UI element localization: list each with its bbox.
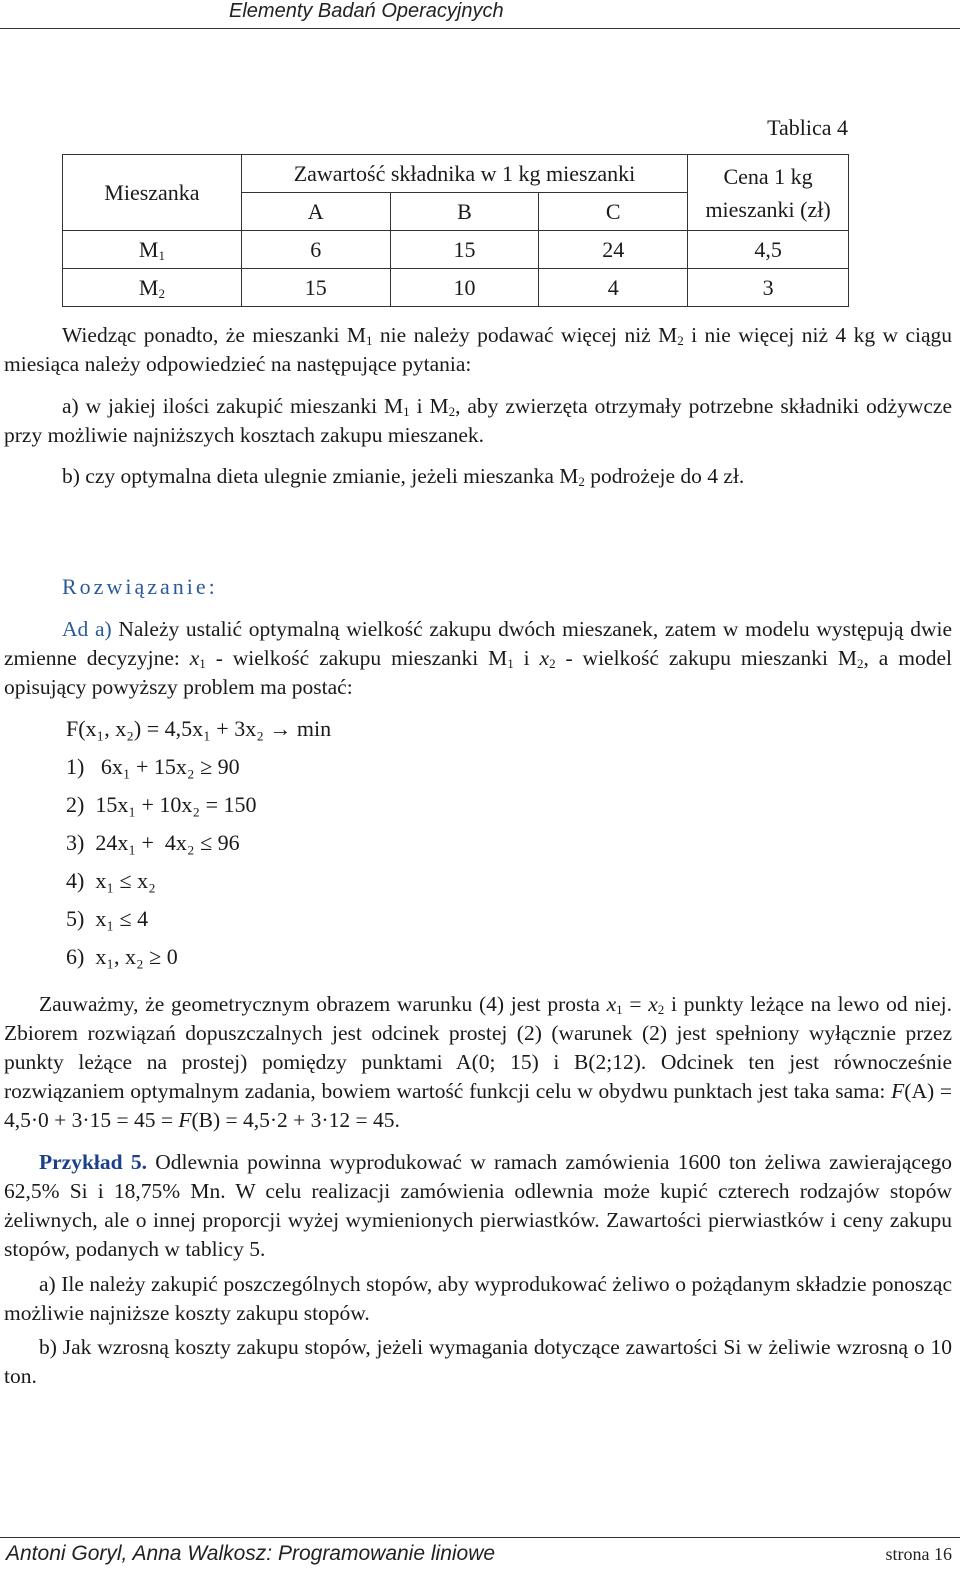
row-name-text: M (138, 274, 159, 300)
example-label: Przykład 5. (39, 1150, 147, 1174)
cell-a: 15 (241, 269, 390, 307)
constraint-3: 3) 24x₁ + 4x₂ ≤ 96 (66, 830, 240, 855)
text: Wiedząc ponadto, że mieszanki M (62, 323, 366, 347)
sub: 2 (549, 656, 556, 671)
row-name-text: M (138, 236, 159, 262)
row-name-sub: 1 (158, 247, 165, 263)
cell-c: 4 (539, 269, 688, 307)
var: F (891, 1079, 905, 1103)
constraint-5: 5) x₁ ≤ 4 (66, 906, 149, 931)
solution-heading: Rozwiązanie: (62, 574, 218, 599)
objective-function: F(x₁, x₂) = 4,5x₁ + 3x₂ → min (66, 716, 332, 741)
var: x (539, 646, 550, 670)
text: , a model opisujący powyższy problem ma postać: (4, 646, 952, 699)
var: x (606, 992, 617, 1016)
text: i nie więcej niż 4 kg w ciągu miesiąca należy odpowiedzieć na następujące pytania: (4, 323, 952, 376)
sub: 2 (657, 1002, 665, 1017)
header-title: Elementy Badań Operacyjnych (229, 0, 504, 22)
text: (B) = 4,5·2 + 3·12 = 45. (191, 1108, 400, 1132)
header-a: A (241, 193, 390, 231)
page-footer (0, 1537, 960, 1578)
var: x (189, 646, 200, 670)
constraint-1: 1) 6x₁ + 15x₂ ≥ 90 (66, 754, 240, 779)
constraint-2: 2) 15x₁ + 10x₂ = 150 (66, 792, 257, 817)
constraint-4: 4) x₁ ≤ x₂ (66, 868, 156, 893)
example-question-b: b) Jak wzrosną koszty zakupu stopów, jeżeli wymagania dotyczące zawartości Si w żeliwie wzrosną o 10 ton. (4, 1335, 952, 1388)
constraint-6: 6) x₁, x₂ ≥ 0 (66, 944, 178, 969)
table-caption: Tablica 4 (767, 115, 848, 140)
text: - wielkość zakupu mieszanki M (205, 646, 508, 670)
sub: 1 (403, 404, 410, 419)
text: Odlewnia powinna wyprodukować w ramach zamówienia 1600 ton żeliwa zawierającego 62,5% Si i 18,75% Mn. W celu realizacji zamówienia odlewnia może kupić czterech rodzajów stopów żeliwnych, ale o innej proporcji wyżej wymienionych pierwiastków. Zawartości pierwiastków i ceny zakupu stopów, podanych w tablicy 5. (4, 1150, 952, 1261)
header-mixture: Mieszanka (63, 155, 242, 231)
mixture-table (62, 154, 849, 307)
var: F (178, 1108, 192, 1132)
var: x (648, 992, 658, 1016)
header-price (688, 155, 849, 231)
cell-price: 3 (688, 269, 849, 307)
cell-b: 15 (390, 231, 539, 269)
text: Zauważmy, że geometrycznym obrazem warunku (4) jest prosta (39, 992, 607, 1016)
header-price-line2: mieszanki (zł) (705, 196, 831, 222)
sub: 1 (616, 1002, 623, 1017)
cell-price: 4,5 (688, 231, 849, 269)
table-row (63, 269, 849, 307)
question-b (4, 462, 952, 491)
text: (A) = 4,5·0 + 3·15 = 45 = (4, 1079, 952, 1132)
sub: 2 (677, 333, 684, 348)
header-c: C (539, 193, 688, 231)
text: i punkty leżące na lewo od niej. Zbiorem rozwiązań dopuszczalnych jest odcinek prostej (2) (warunek (2) jest spełniony wyłącznie przez punkty leżące na prostej) pomiędzy punktami A(0; 15) i B(2;12). Odcinek ten jest równocześnie rozwiązaniem optymalnym zadania, bowiem wartość funkcji celu w obydwu punktach jest taka sama: (4, 992, 952, 1103)
solution-paragraph (4, 615, 952, 702)
example-paragraph (4, 1148, 952, 1264)
question-a (4, 392, 952, 450)
text: Należy ustalić optymalną wielkość zakupu dwóch mieszanek, zatem w modelu występują dwie zmienne decyzyjne: (4, 617, 952, 670)
text: - wielkość zakupu mieszanki M (555, 646, 858, 670)
text: podrożeje do 4 zł. (584, 464, 745, 488)
sub: 2 (448, 404, 456, 419)
row-name-sub: 2 (158, 285, 165, 301)
cell-b: 10 (390, 269, 539, 307)
example-question-a: a) Ile należy zakupić poszczególnych stopów, aby wyprodukować żeliwo o pożądanym składzie ponosząc możliwie najniższe koszty zakupu stopów. (4, 1272, 952, 1325)
sub: 1 (366, 333, 373, 348)
text: i M (409, 394, 449, 418)
header-b: B (390, 193, 539, 231)
table-header-row (63, 155, 849, 193)
ad-a-label: Ad a) (62, 617, 112, 641)
text: , aby zwierzęta otrzymały potrzebne składniki odżywcze przy możliwie najniższych kosztach zakupu mieszanek. (4, 394, 953, 447)
page-header (0, 0, 960, 29)
header-content: Zawartość składnika w 1 kg mieszanki (241, 155, 687, 193)
sub: 1 (507, 656, 514, 671)
text: a) w jakiej ilości zakupić mieszanki M (62, 394, 404, 418)
remark-paragraph (4, 990, 952, 1135)
cell-c: 24 (539, 231, 688, 269)
footer-authors: Antoni Goryl, Anna Walkosz: Programowanie liniowe (6, 1542, 496, 1565)
intro-paragraph (4, 321, 952, 379)
table-row (63, 231, 849, 269)
text: b) czy optymalna dieta ulegnie zmianie, jeżeli mieszanka M (62, 464, 579, 488)
sub: 2 (578, 474, 585, 489)
page-number: strona 16 (885, 1544, 952, 1564)
row-name (63, 231, 242, 269)
sub: 1 (199, 656, 206, 671)
row-name (63, 269, 242, 307)
header-price-line1: Cena 1 kg (723, 163, 813, 189)
text: i (513, 646, 540, 670)
text: = (622, 992, 649, 1016)
text: nie należy podawać więcej niż M (372, 323, 678, 347)
sub: 2 (857, 656, 864, 671)
cell-a: 6 (241, 231, 390, 269)
